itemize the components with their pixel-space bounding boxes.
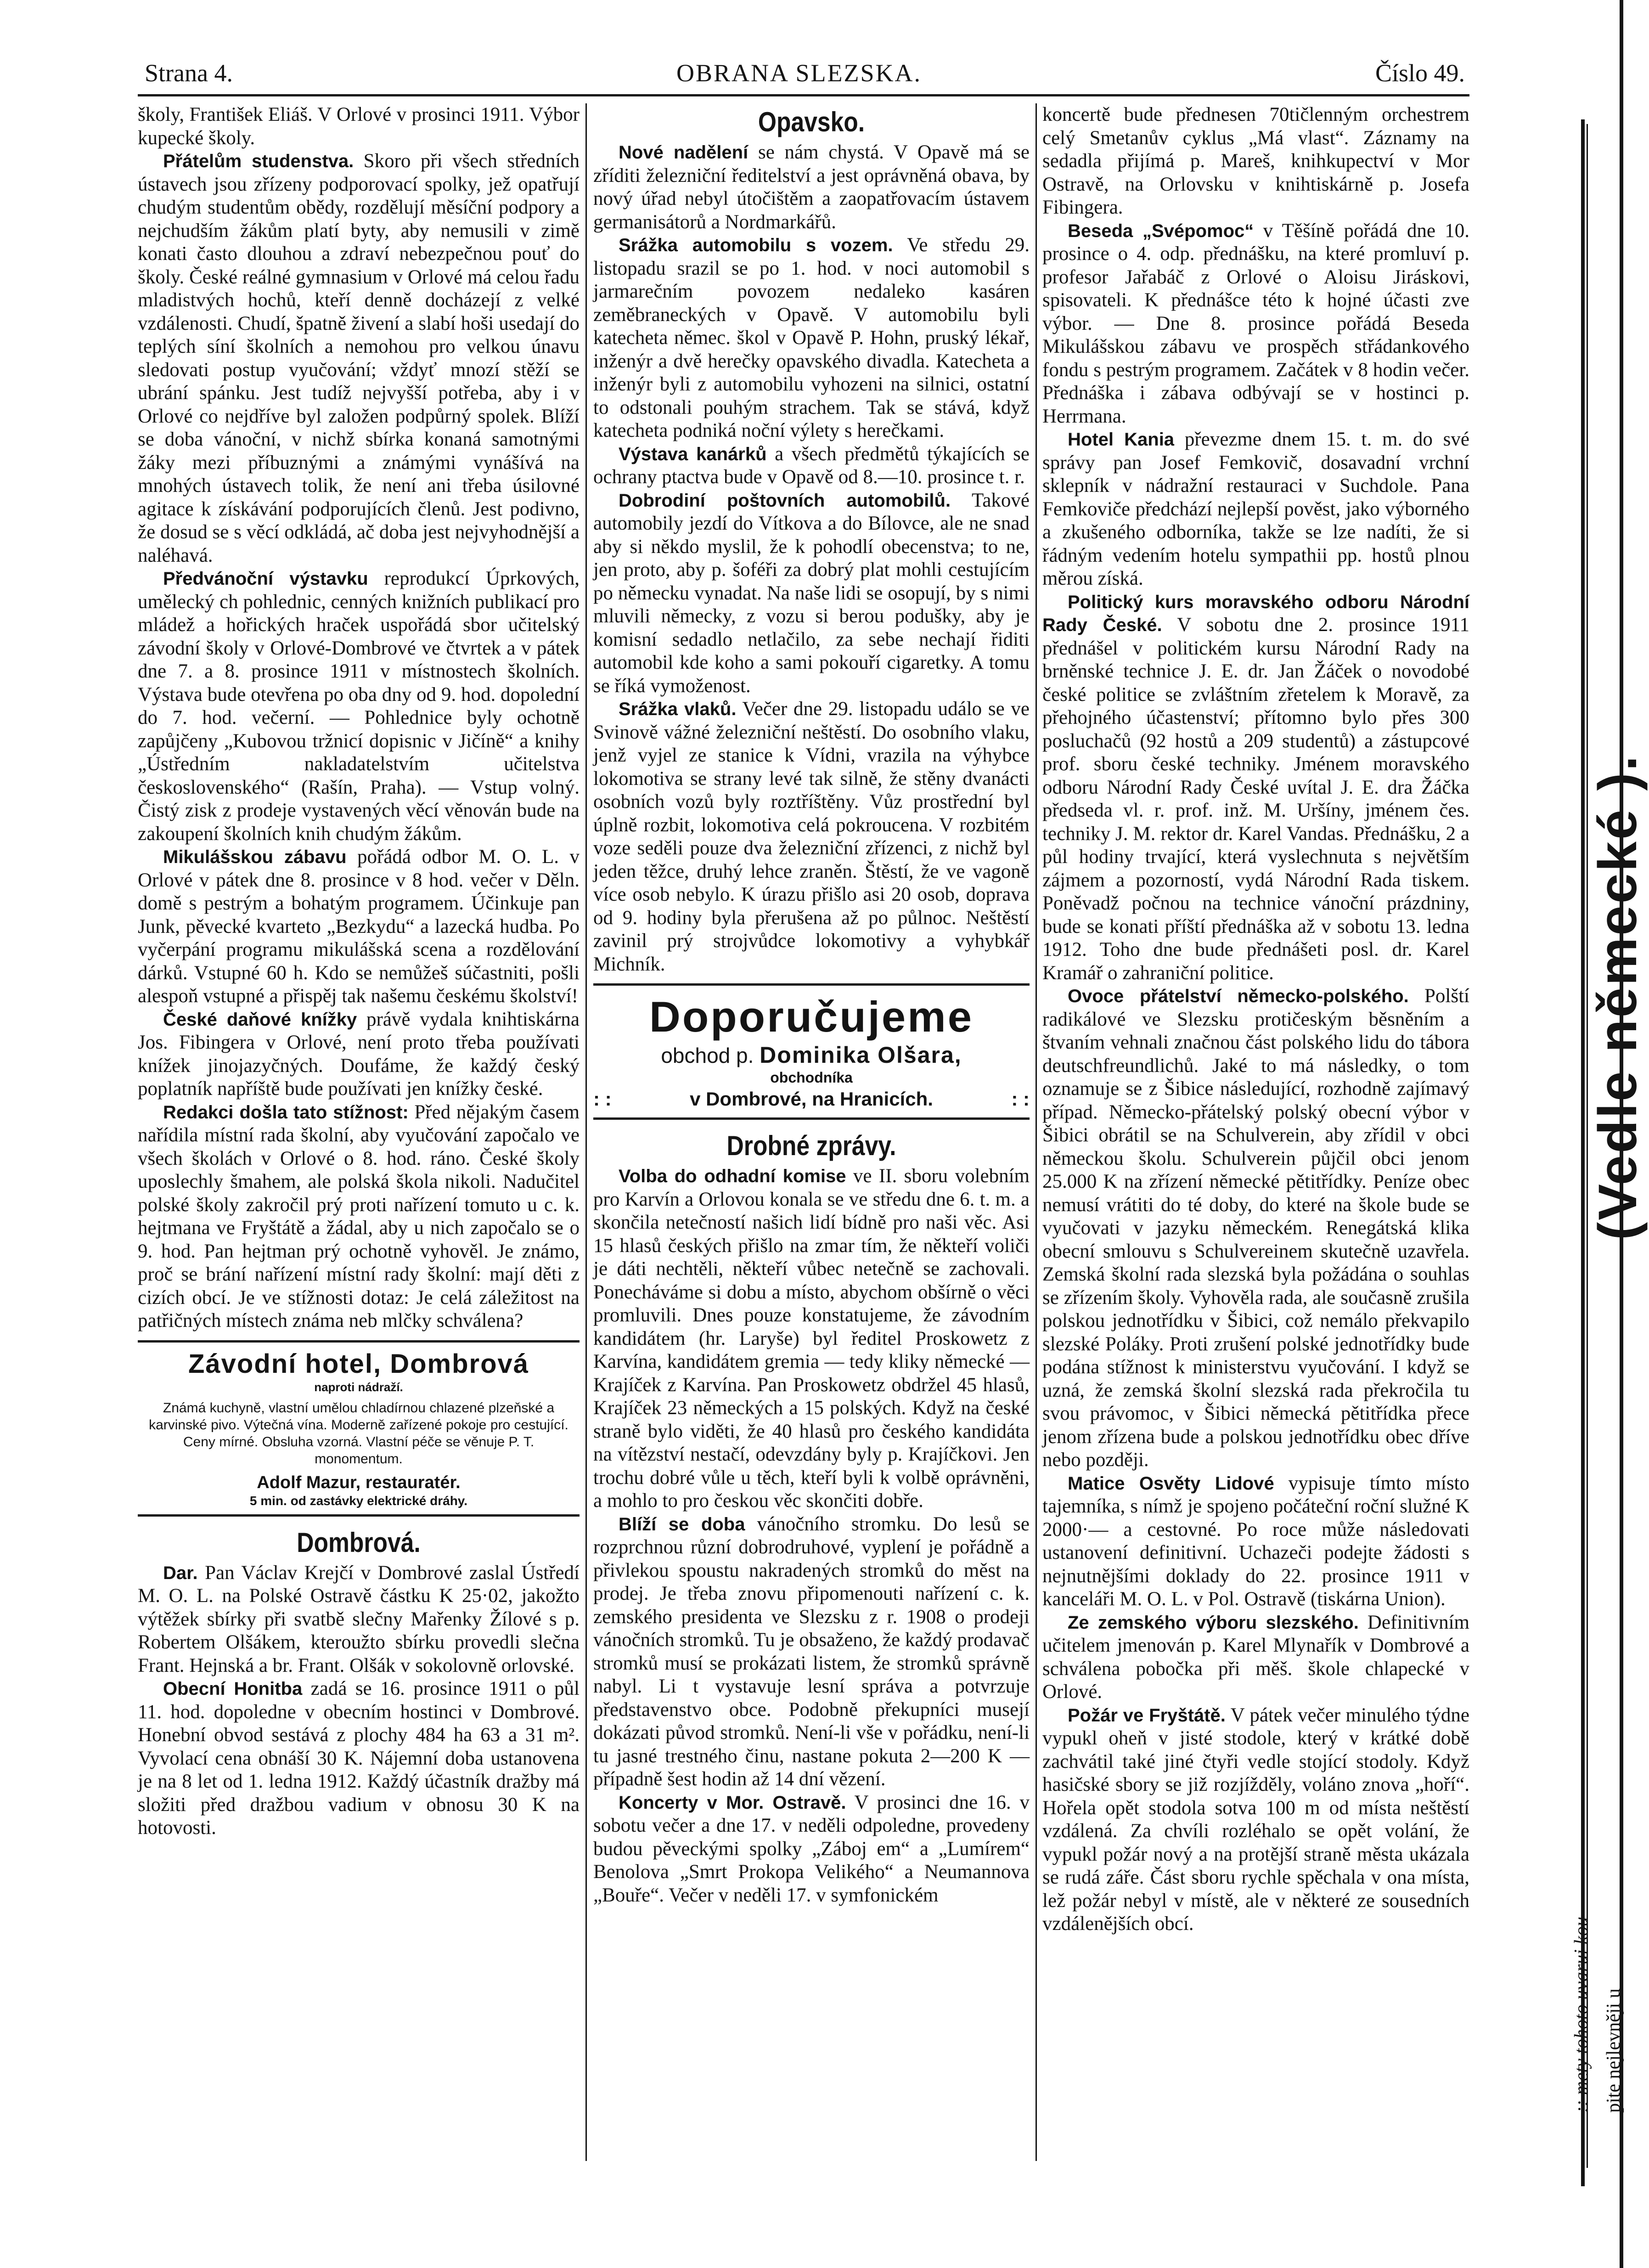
article-text: převezme dnem 15. t. m. do své správy pan Josef Femkovič, dosavadní vrchní sklepník v nádražní restauraci v Suchdole. Pana Femkoviče předchází nejlepší pověst, jako výborného a zkušeného odborníka, takže se lze nadíti, že si řádným vedením hotelu sympathii pp. hostů plnou měrou získá. [1042,429,1469,589]
article-heading: Politický kurs moravského odboru Národní Rady České. [1042,592,1469,635]
article-heading: Hotel Kania [1068,429,1175,450]
article [593,698,1030,976]
issue-number: Číslo 49. [1375,59,1465,87]
section-title: Drobné zprávy. [726,1130,896,1161]
ad-line-prefix: obchod p. [661,1044,754,1067]
article-text: vánočního stromku. Do lesů se rozprchnou různí dobrodruhové, vyplení je pořádně a přivlekou spoustu nakradených stromků do měst na prodej. Je třeba znovu připomenouti nařízení c. k. zemského presidenta ve Slezsku z r. 1908 o prodeji vánočních stromků. Tu je obsaženo, že každý prodavač stromků musí se prokázati listem, že stromků správně nabyl. Li t vystavuje lesní správa a potvrzuje představenstvo obce. Podobně překupníci musejí dokázati původ stromků. Není-li vše v pořádku, není-li tu jasné trestného činu, nastane pokuta 2—200 K — případně šest hodin až 14 dní vězení. [593,1513,1030,1790]
article [1042,1704,1469,1936]
section-title: Dombrová. [297,1527,421,1558]
article-text: se nám chystá. V Opavě má se zříditi železniční ředitelství a jest oprávněná obava, by nový úřad nebyl útočištěm a zaopatřovacím ústavem germanisátorů a Nordmarkářů. [593,141,1030,233]
article [1042,591,1469,985]
column-divider-2 [1036,103,1037,2161]
article-heading: Blíží se doba [619,1514,745,1535]
article-heading: České daňové knížky [163,1009,357,1030]
newspaper-title: OBRANA SLEZSKA. [676,59,922,87]
ad-address-row [593,1086,1030,1112]
article-heading: Nové nadělení [619,142,749,163]
ad-body: Známá kuchyně, vlastní umělou chladírnou chlazené plzeňské a karvinské pivo. Výtečná vína. Moderně zařízené pokoje pro cestující. Ceny mírné. Obsluha vzorná. Vlastní péče se věnuje P. T. monomentum. [149,1400,568,1467]
article-heading: Obecní Honitba [163,1679,303,1699]
article-text: zadá se 16. prosince 1911 o půl 11. hod. dopoledne v obecním hostinci v Dombrové. Honební obvod sestává z plochy 484 ha 63 a 31 m². Vyvolací cena obnáší 30 K. Nájemní doba ustanovena je na 8 let od 1. ledna 1912. Každý účastník dražby má složiti před dražbou vadium v obnosu 30 K na hotovosti. [138,1678,580,1839]
article [1042,1611,1469,1704]
article-text: právě vydala knihtiskárna Jos. Fibingera v Orlové, není proto třeba používati knížek jinojazyčných. Doufáme, že každý český poplatník napříště bude používati jen knížky české. [138,1008,580,1100]
adjacent-page-banner: (Vedle německé ). [1587,754,1648,1240]
article [138,1101,580,1333]
ad-subtitle: obchodníka [770,1069,853,1086]
ad-subtitle: naproti nádraží. [314,1380,403,1394]
header-rule [138,94,1469,96]
ad-line [593,1042,1030,1069]
article-text: Takové automobily jezdí do Vítkova a do Bílovce, ale ne snad aby si někdo myslil, že k pohodlí obecenstva; to ne, jen proto, aby p. šoféři za dobrý plat mohli cestujícím po německu vynadat. Na naše lidi se osopují, by s nimi mluvili německy, z vozu si berou podušky, aby je komisní sedadlo netlačilo, za sebe nechají řiditi automobil kde koho a sami pokouří cigaretky. A tomu se říká vymoženost. [593,489,1030,697]
article-text: vypisuje tímto místo tajemníka, s nímž je spojeno počáteční roční služné K 2000·— a cestovné. Po roce může následovati ustanovení definitivní. Uchazeči podejte žádosti s nejnutnějšími doklady do 22. prosince 1911 v kanceláři M. O. L. v Pol. Ostravě (tiskárna Union). [1042,1472,1470,1610]
article [1042,985,1469,1472]
ad-ornament-right: : : [1011,1088,1030,1110]
adjacent-page-note: :: mety tohoto uvarui kou- [1571,1910,1592,2113]
shop-advertisement [593,983,1030,1120]
hotel-advertisement [138,1340,580,1517]
article [138,846,580,1008]
article-heading: Předvánoční výstavku [163,569,368,589]
article [1042,428,1469,591]
article-heading: Ze zemského výboru slezského. [1068,1612,1359,1633]
article-heading: Přátelům studenstva. [163,151,354,171]
article-text: V prosinci dne 16. v sobotu večer a dne 17. v neděli odpoledne, provedeny budou pěveckými spolky „Záboj em“ a „Lumírem“ Benolova „Smrt Prokopa Velikého“ a Neumannova „Bouře“. Večer v neděli 17. v symfonickém [593,1791,1030,1906]
article-text: Skoro při všech středních ústavech jsou zřízeny podporovací spolky, jež opatřují chudým studentům obědy, rozdělují měsíční podpory a nejchudším žákům platí byty, aby nemusili v zimě konati často dlouhou a zdraví nebezpečnou pouť do školy. České reálné gymnasium v Orlové má celou řadu mladistvých hochů, kteří denně docházejí z velké vzdálenosti. Chudí, špatně živení a slabí hoši usedají do teplých síní školních a nemohou pro velkou únavu sledovati postup vyučování; vždyť mnozí stěží se ubrání spánku. Jest tudíž nejvyšší potřeba, aby i v Orlové co nejdříve byl založen podpůrný spolek. Blíží se doba vánoční, v nichž sbírka konaná samotnými žáky mezi příbuznými a známými vynášívá na mnohých ústavech tolik, že není ani třeba úsilovné agitace k získávání podporujících členů. Jest podivno, že dosud se s věcí odkládá, ač doba jest nejvyhodnější a naléhavá. [138,150,580,566]
article [593,1513,1030,1791]
article [1042,220,1469,429]
ad-title: Závodní hotel, Dombrová [188,1348,529,1379]
article-heading: Koncerty v Mor. Ostravě. [619,1792,846,1813]
article [1042,1472,1469,1611]
article [593,141,1030,234]
margin-rule [1581,119,1585,2186]
article-heading: Dar. [163,1563,198,1583]
section-title: Opavsko. [758,107,865,137]
article [138,567,580,846]
article-text: Definitivním učitelem jmenován p. Karel Mlynařík v Dombrové a schválena pobočka při měš. škole chlapecké v Orlové. [1042,1611,1469,1703]
ad-owner: Adolf Mazur, restauratér. [257,1473,461,1492]
article-heading: Požár ve Fryštátě. [1068,1705,1226,1726]
article-text: školy, František Eliáš. V Orlové v prosinci 1911. Výbor kupecké školy. [138,104,580,149]
article-heading: Beseda „Svépomoc“ [1068,220,1254,241]
ad-ornament-left: : : [593,1088,612,1110]
article [138,1677,580,1840]
article-heading: Mikulášskou zábavu [163,847,347,867]
article-heading: Ovoce přátelství německo-polského. [1068,986,1409,1006]
article-text: reprodukcí Úprkových, umělecký ch pohlednic, cenných knižních publikací pro mládež a hořických hraček uspořádá sbor učitelský závodní školy v Orlové-Dombrové ve čtvrtek a v pátek dne 7. a 8. prosince 1911 v místnostech školních. Výstava bude otevřena po oba dny od 9. hod. dopolední do 7. hod. večerní. — Pohlednice byly ochotně zapůjčeny „Kubovou tržnicí dopisnic v Jičíně“ a knihy „Ústředním nakladatelstvím učitelstva československého“ (Rašín, Praha). — Vstup volný. Čistý zisk z prodeje vystavených věcí věnován bude na zakoupení školních knih chudým žákům. [138,568,580,845]
page-number: Strana 4. [145,59,233,87]
article-heading: Redakci došla tato stížnost: [163,1102,409,1123]
article-text: ve II. sboru volebním pro Karvín a Orlovou konala se ve středu dne 6. t. m. a skončila netečností našich lidí bídně pro naši věc. Asi 15 hlasů českých přišlo na zmar tím, že někteří voliči je dáti nechtěli, někteří vůbec netečně se zachovali. Ponecháváme si dobu a místo, abychom obšírně o věci promluvili. Dnes pouze konstatujeme, že závodním kandidátem (hr. Laryše) byl ředitel Proskowetz z Karvína, kandidátem gremia — tedy kliky německé — Krajíček z Karvína. Pan Proskowetz obdržel 45 hlasů, Krajíček 23 německých a 15 polských. Když na české straně bylo viděti, že 40 hlasů pro českého kandidáta na vítězství nestačí, odevzdány byly p. Krajíčkovi. Jen trochu dobré vůle u těch, kteří byli k volbě oprávněni, a mohlo to pro českou věc skončiti dobře. [593,1165,1030,1512]
article-text: Pan Václav Krejčí v Dombrové zaslal Ústředí M. O. L. na Polské Ostravě částku K 25·02, jakožto výtěžek sbírky při svatbě slečny Mařenky Žílové s p. Robertem Olšákem, kteroužto sbírku provedli slečna Frant. Hejnská a br. Frant. Olšák v sokolovně orlovské. [138,1562,580,1676]
adjacent-page-note: pite nejlevněji u [1603,1988,1624,2113]
article-text: v Těšíně pořádá dne 10. prosince o 4. odp. přednášku, na které promluví p. profesor Jařabáč z Orlové o Aloisu Jiráskovi, spisovateli. K přednášce této k hojné účasti zve výbor. — Dne 8. prosince pořádá Beseda Mikulášskou zábavu ve prospěch střádankového fondu s pestrým programem. Začátek v 8 hodin večer. Přednáška i zábava odbývají se v hostinci p. Herrmana. [1042,220,1469,427]
ad-footer: 5 min. od zastávky elektrické dráhy. [249,1493,468,1508]
article [138,1008,580,1101]
column-3 [1042,103,1469,1936]
article-text: Před nějakým časem nařídila místní rada školní, aby vyučování započalo ve všech školách v Orlové o 8. hod. ráno. České školy uposlechly šmahem, ale polská škola nikoli. Nadučitel polské školy zakročil prý proti nařízení tomuto u c. k. hejtmana ve Fryštátě a žádal, aby u nich započalo se o 9. hod. Pan hejtman prý ochotně vyhověl. Je známo, proč se brání nařízení místní rady školní: mají děti z cizích obcí. Je ve stížnosti dotaz: Je celá záležitost na patřičných místech známa neb mlčky schválena? [138,1101,580,1331]
page-header [133,59,1465,91]
article [593,443,1030,489]
article-text: V sobotu dne 2. prosince 1911 přednášel v politickém kursu Národní Rady na brněnské technice J. E. dr. Jan Žáček o novodobé české politice se zvláštním zřetelem k Moravě, za přehojného účastenství; přítomno bylo přes 300 posluchačů (92 hostů a 209 studentů) a zástupcové prof. sboru české techniky. Jménem moravského odboru Národní Rady České uvítal J. E. dra Žáčka předseda vl. r. prof. inž. M. Uršíny, jménem čes. techniky J. M. rektor dr. Karel Vandas. Přednášku, 2 a půl hodiny trvající, která vyslechnuta s největším zájmem a pozorností, vydá Národní Rada tiskem. Poněvadž počnou na technice vánoční prázdniny, bude se konati příští přednáška až v sobotu 13. ledna 1912. Toho dne bude přednášeti posl. dr. Karel Kramář o zahraniční politice. [1042,614,1469,984]
article-text: a všech předmětů týkajících se ochrany ptactva bude v Opavě od 8.—10. prosince t. r. [593,443,1030,488]
article-text: pořádá odbor M. O. L. v Orlové v pátek dne 8. prosince v 8 hod. večer v Děln. domě s pestrým a bohatým programem. Účinkuje pan Junk, pěvecké kvarteto „Bezkydu“ a lazecká hudba. Po vyčerpání programu mikulášská scena a rozdělování dárků. Vstupné 60 h. Kdo se nemůžeš súčastniti, pošli alespoň vstupné a přispěj tak našemu českému školství! [138,846,580,1007]
article-heading: Srážka vlaků. [619,699,737,719]
article-heading: Volba do odhadní komise [619,1166,846,1186]
article-text: koncertě bude přednesen 70tičlenným orchestrem celý Smetanův cyklus „Má vlast“. Záznamy na sedadla přijímá p. Mareš, knihkupectví v Mor Ostravě, na Orlovsku v knihtiskárně p. Josefa Fibingera. [1042,104,1469,218]
article-text: Polští radikálové ve Slezsku protičeským běsněním a štvaním vehnali značnou část polského lidu do tábora deutschfreundlichů. Jaké to má následky, o tom oznamuje se z Šibice následující, rozhodně zajímavý případ. Německo-přátelský polský obecní výbor v Šibici obrátil se na Schulverein, aby zřídil v obci německou školu. Schulverein půjčil obci jenom 25.000 K na zřízení německé pětitřídky. Peníze obec nemusí vrátiti do té doby, do které na škole bude se vyučovati v jazyku německém. Renegátská klika obecní smlouvu s Schulvereinem skutečně uzavřela. Zemská školní rada slezská byla požádána o souhlas se zřízením školy. Vyhověla rada, ale současně zrušila polskou jednotřídku v Šibici, což nemálo překvapilo slezské Poláky. Proti zrušení polské jednotřídky bude podána stížnost k ministerstvu vyučování. I když se uzná, že zemská školní slezská rada překročila tu svou právomoc, v Šibici německá pětitřídka přece jenom zřízena bude a polskou jednotřídku obec dříve nebo později. [1042,985,1469,1471]
column-divider-1 [585,103,587,2161]
article [138,1562,580,1678]
article-text: Večer dne 29. listopadu událo se ve Svinově vážné železniční neštěstí. Do osobního vlaku, jenž vyjel ze stanice k Vídni, vrazila na výhybce lokomotiva se strany levé tak silně, že stěny dvanácti osobních vozů byly roztříštěny. Vůz prostřední byl úplně rozbit, lokomotiva celá pokroucena. V rozbitém voze seděli pouze dva železniční zřízenci, z nichž byl jeden těžce, druhý lehce zraněn. Štěstí, že ve vagoně více osob nebylo. K úrazu přišlo asi 20 osob, doprava od 9. hodiny byla přerušena až po půlnoc. Neštěstí zavinil prý strojvůdce lokomotivy a vyhybkář Michník. [593,698,1030,975]
article-heading: Srážka automobilu s vozem. [619,235,893,255]
ad-shop-name: Dominika Olšara, [760,1042,962,1068]
column-1 [138,103,580,1840]
column-2 [593,103,1030,1907]
article-heading: Dobrodiní poštovních automobilů. [619,490,951,511]
ad-address: v Dombrové, na Hranicích. [690,1088,933,1110]
article-text: V pátek večer minulého týdne vypukl oheň v jisté stodole, který v krátké době zachvátil také jiné čtyři vedle stojící stodoly. Když hasičské sbory se již rozjížděly, voláno znova „hoří“. Hořela opět stodola sotva 100 m od místa neštěstí vzdálená. Za chvíli rozléhalo se opět volání, že vypukl požár nový a na protější straně města ukázala se rudá záře. Část sboru rychle spěchala v ona místa, lež požár nebyl v místě, ale v některé ze sousedních vzdálenějších obcí. [1042,1704,1469,1935]
article [593,1791,1030,1907]
article-heading: Matice Osvěty Lidové [1068,1473,1274,1494]
article [593,489,1030,698]
article [593,1165,1030,1513]
article [138,150,580,567]
article [593,234,1030,443]
article-text: Ve středu 29. listopadu srazil se po 1. hod. v noci automobil s jarmarečním povozem nedaleko kasáren zeměbraneckých v Opavě. V automobilu byli katecheta němec. škol v Opavě P. Hohn, pruský lékař, inženýr a dvě herečky opavského divadla. Katecheta a inženýr byli z automobilu vyhozeni na silnici, ostatní to odstonali pouhým strachem. Tak se stává, když katecheta podniká noční výlety s herečkami. [593,234,1030,441]
ad-title: Doporučujeme [649,993,974,1041]
article-heading: Výstava kanárků [619,444,767,464]
